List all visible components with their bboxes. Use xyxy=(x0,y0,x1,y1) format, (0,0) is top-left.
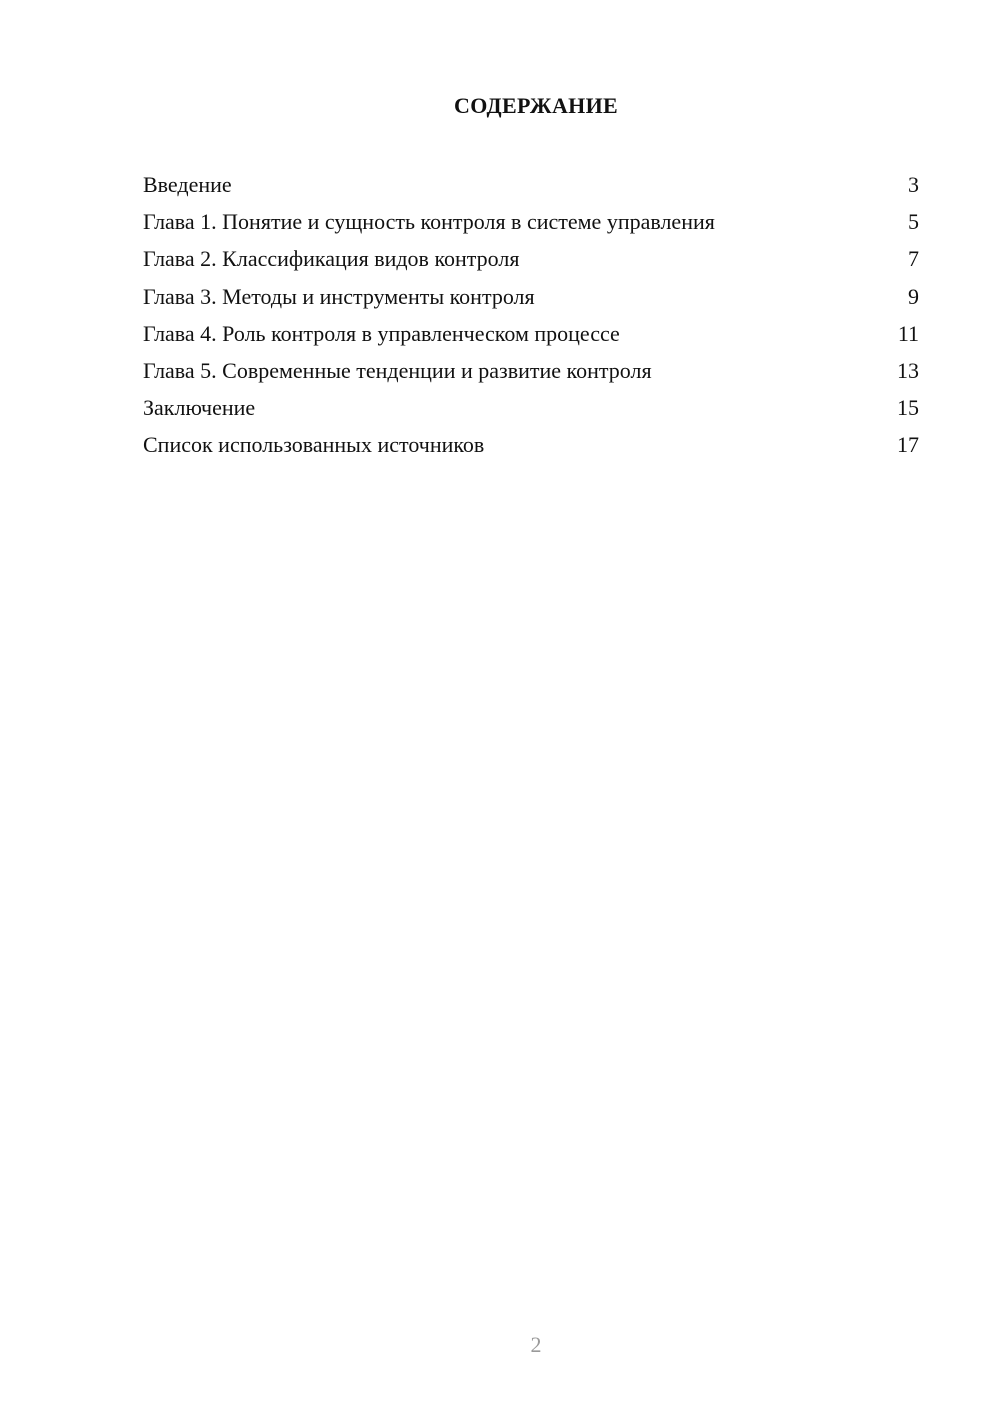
toc-entry-page: 7 xyxy=(908,246,919,272)
toc-entry-label: Глава 1. Понятие и сущность контроля в системе управления xyxy=(143,209,715,235)
toc-entry-chapter-5 xyxy=(143,356,919,393)
toc-entry-chapter-2 xyxy=(143,244,919,281)
toc-entry-label: Заключение xyxy=(143,395,256,421)
toc-entry-introduction xyxy=(143,170,919,207)
toc-entry-label: Глава 5. Современные тенденции и развитие контроля xyxy=(143,357,652,383)
toc-entry-chapter-1 xyxy=(143,207,919,244)
toc-entry-label: Глава 4. Роль контроля в управленческом процессе xyxy=(143,320,620,346)
page-title: СОДЕРЖАНИЕ xyxy=(454,93,618,118)
toc-entry-label: Список использованных источников xyxy=(143,432,485,458)
toc-entry-references xyxy=(143,430,919,467)
page-number: 2 xyxy=(530,1332,542,1357)
toc-entry-page: 17 xyxy=(897,432,919,458)
toc-entry-chapter-4 xyxy=(143,319,919,356)
toc-entry-chapter-3 xyxy=(143,282,919,319)
toc-entry-label: Введение xyxy=(143,172,232,197)
toc-entry-page: 9 xyxy=(908,283,919,309)
toc-entry-page: 3 xyxy=(908,172,919,197)
toc-entry-page: 13 xyxy=(897,357,919,383)
toc-entry-page: 5 xyxy=(908,209,919,235)
toc-entry-label: Глава 3. Методы и инструменты контроля xyxy=(143,283,535,309)
toc-entry-page: 11 xyxy=(897,320,919,346)
table-of-contents xyxy=(143,170,919,468)
toc-entry-conclusion xyxy=(143,393,919,430)
toc-entry-page: 15 xyxy=(897,395,919,421)
toc-entry-label: Глава 2. Классификация видов контроля xyxy=(143,246,520,272)
